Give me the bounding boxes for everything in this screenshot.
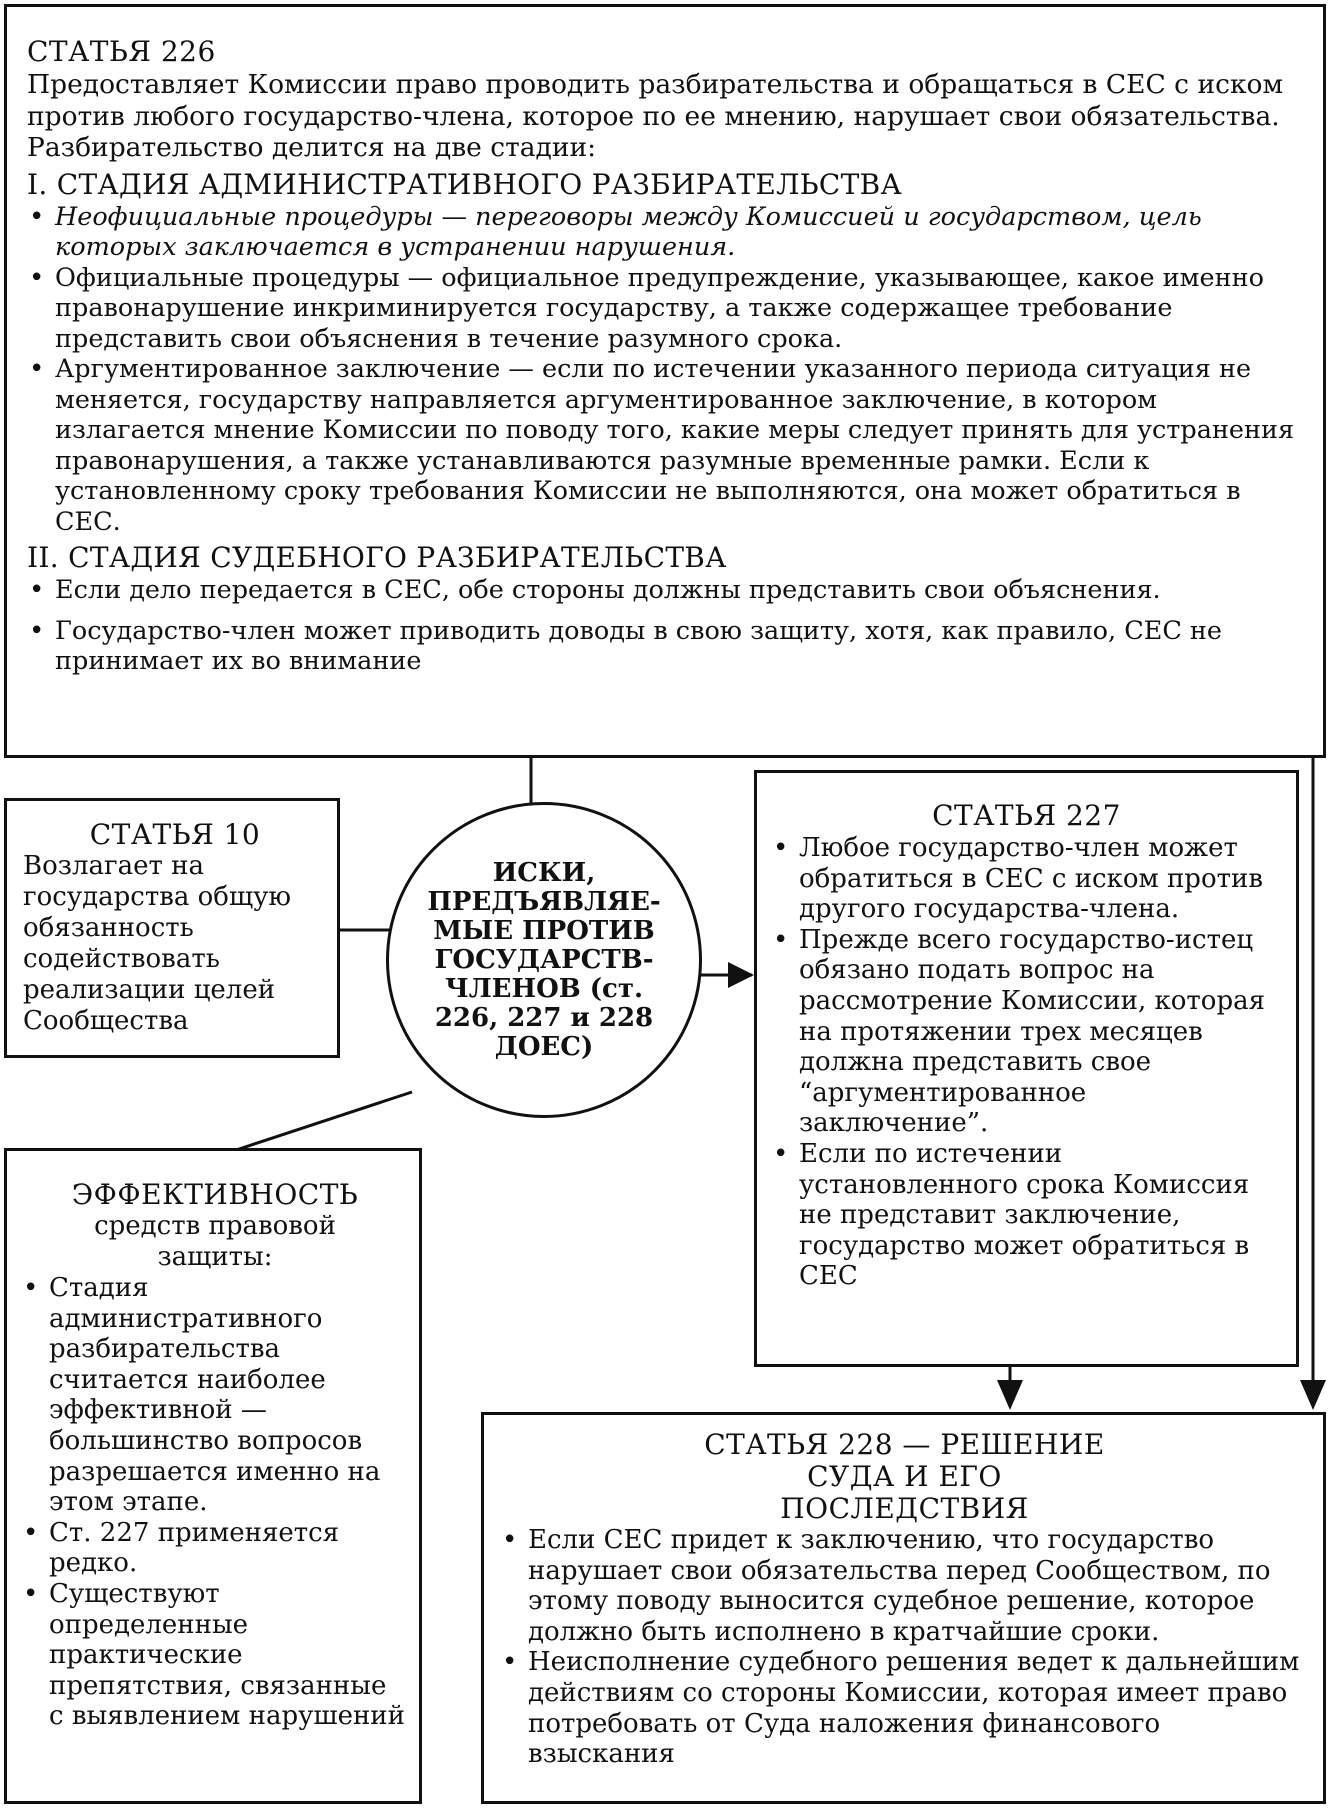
stage1-item-official: • Официальные процедуры — официальное предупреждение, указывающее, какое именно правонарушение инкриминируется государству, а также содержащее требование представить свои объяснения в течение разумного срока. xyxy=(27,263,1305,355)
art228-item-judgment: • Если СЕС придет к заключению, что государство нарушает свои обязательства перед Сообществом, по этому поводу выносится судебное решение, которое должно быть исполнено в кратчайшие сроки. xyxy=(500,1525,1309,1647)
art226-title: СТАТЬЯ 226 xyxy=(27,35,216,68)
art226-intro: Предоставляет Комиссии право проводить разбирательства и обращаться в СЕС с иском против любого государство-члена, которое по ее мнению, нарушает свои обязательства. Разбирательство делится на две стадии: xyxy=(27,69,1284,163)
stage2-item-defence: • Государство-член может приводить доводы в свою защиту, хотя, как правило, СЕС не принимает их во внимание xyxy=(27,616,1305,677)
connector-center-efficiency xyxy=(230,1092,412,1152)
stage1-item-reasoned-opinion: • Аргументированное заключение — если по истечении указанного периода ситуация не меняется, государству направляется аргументированное заключение, в котором излагается мнение Комиссии по поводу того, какие меры следует принять для устранения правонарушения, а также устанавливаются разумные временные рамки. Если к установленному сроку требования Комиссии не выполняются, она может обратиться в СЕС. xyxy=(27,354,1305,537)
efficiency-item-art227-rare: • Ст. 227 применяется редко. xyxy=(21,1518,409,1579)
stage2-title: II. СТАДИЯ СУДЕБНОГО РАЗБИРАТЕЛЬСТВА xyxy=(27,541,727,574)
stage1-list xyxy=(27,202,1305,538)
arrow-head-art227 xyxy=(728,962,754,988)
art227-title: СТАТЬЯ 227 xyxy=(932,799,1121,832)
art228-item-non-compliance: • Неисполнение судебного решения ведет к дальнейшим действиям со стороны Комиссии, которая имеет право потребовать от Суда наложения финансового взыскания xyxy=(500,1647,1309,1769)
art10-title: СТАТЬЯ 10 xyxy=(89,818,261,851)
efficiency-item-admin-stage: • Стадия административного разбирательства считается наиболее эффективной — большинство вопросов разрешается именно на этом этапе. xyxy=(21,1273,409,1518)
art228-list xyxy=(500,1525,1309,1770)
art10-box xyxy=(4,798,340,1058)
art228-box xyxy=(481,1412,1326,1804)
center-text: ИСКИ, ПРЕДЪЯВЛЯЕ-МЫЕ ПРОТИВ ГОСУДАРСТВ-ЧЛЕНОВ (ст. 226, 227 и 228 ДОЕС) xyxy=(427,857,661,1062)
efficiency-item-obstacles: • Существуют определенные практические препятствия, связанные с выявлением нарушений xyxy=(21,1579,409,1732)
art227-item-any-state: • Любое государство-член может обратиться в СЕС с иском против другого государства-члена. xyxy=(771,833,1282,925)
efficiency-list xyxy=(21,1273,409,1732)
efficiency-subtitle: средств правовой защиты: xyxy=(94,1211,336,1272)
arrow-head-art228-left xyxy=(997,1380,1023,1410)
stage1-item-informal: • Неофициальные процедуры — переговоры между Комиссией и государством, цель которых заключается в устранении нарушения. xyxy=(27,202,1305,263)
center-circle xyxy=(386,802,702,1118)
art10-text: Возлагает на государства общую обязанность содействовать реализации целей Сообщества xyxy=(23,851,292,1036)
stage2-list xyxy=(27,575,1305,677)
stage1-title: I. СТАДИЯ АДМИНИСТРАТИВНОГО РАЗБИРАТЕЛЬСТВА xyxy=(27,167,902,201)
art227-box xyxy=(754,770,1299,1367)
arrow-head-art228-right xyxy=(1300,1380,1326,1410)
art227-item-commission-first: • Прежде всего государство-истец обязано подать вопрос на рассмотрение Комиссии, которая на протяжении трех месяцев должна представить свое “аргументированное заключение”. xyxy=(771,925,1282,1139)
efficiency-title: ЭФФЕКТИВНОСТЬ xyxy=(71,1178,359,1211)
art227-list xyxy=(771,833,1282,1292)
art226-box xyxy=(4,4,1326,758)
efficiency-box xyxy=(4,1148,422,1804)
art227-item-deadline: • Если по истечении установленного срока Комиссия не представит заключение, государство может обратиться в СЕС xyxy=(771,1139,1282,1292)
stage2-item-explanations: • Если дело передается в СЕС, обе стороны должны представить свои объяснения. xyxy=(27,575,1305,606)
art228-title: СТАТЬЯ 228 — РЕШЕНИЕ СУДА И ЕГО ПОСЛЕДСТВИЯ xyxy=(704,1428,1105,1525)
